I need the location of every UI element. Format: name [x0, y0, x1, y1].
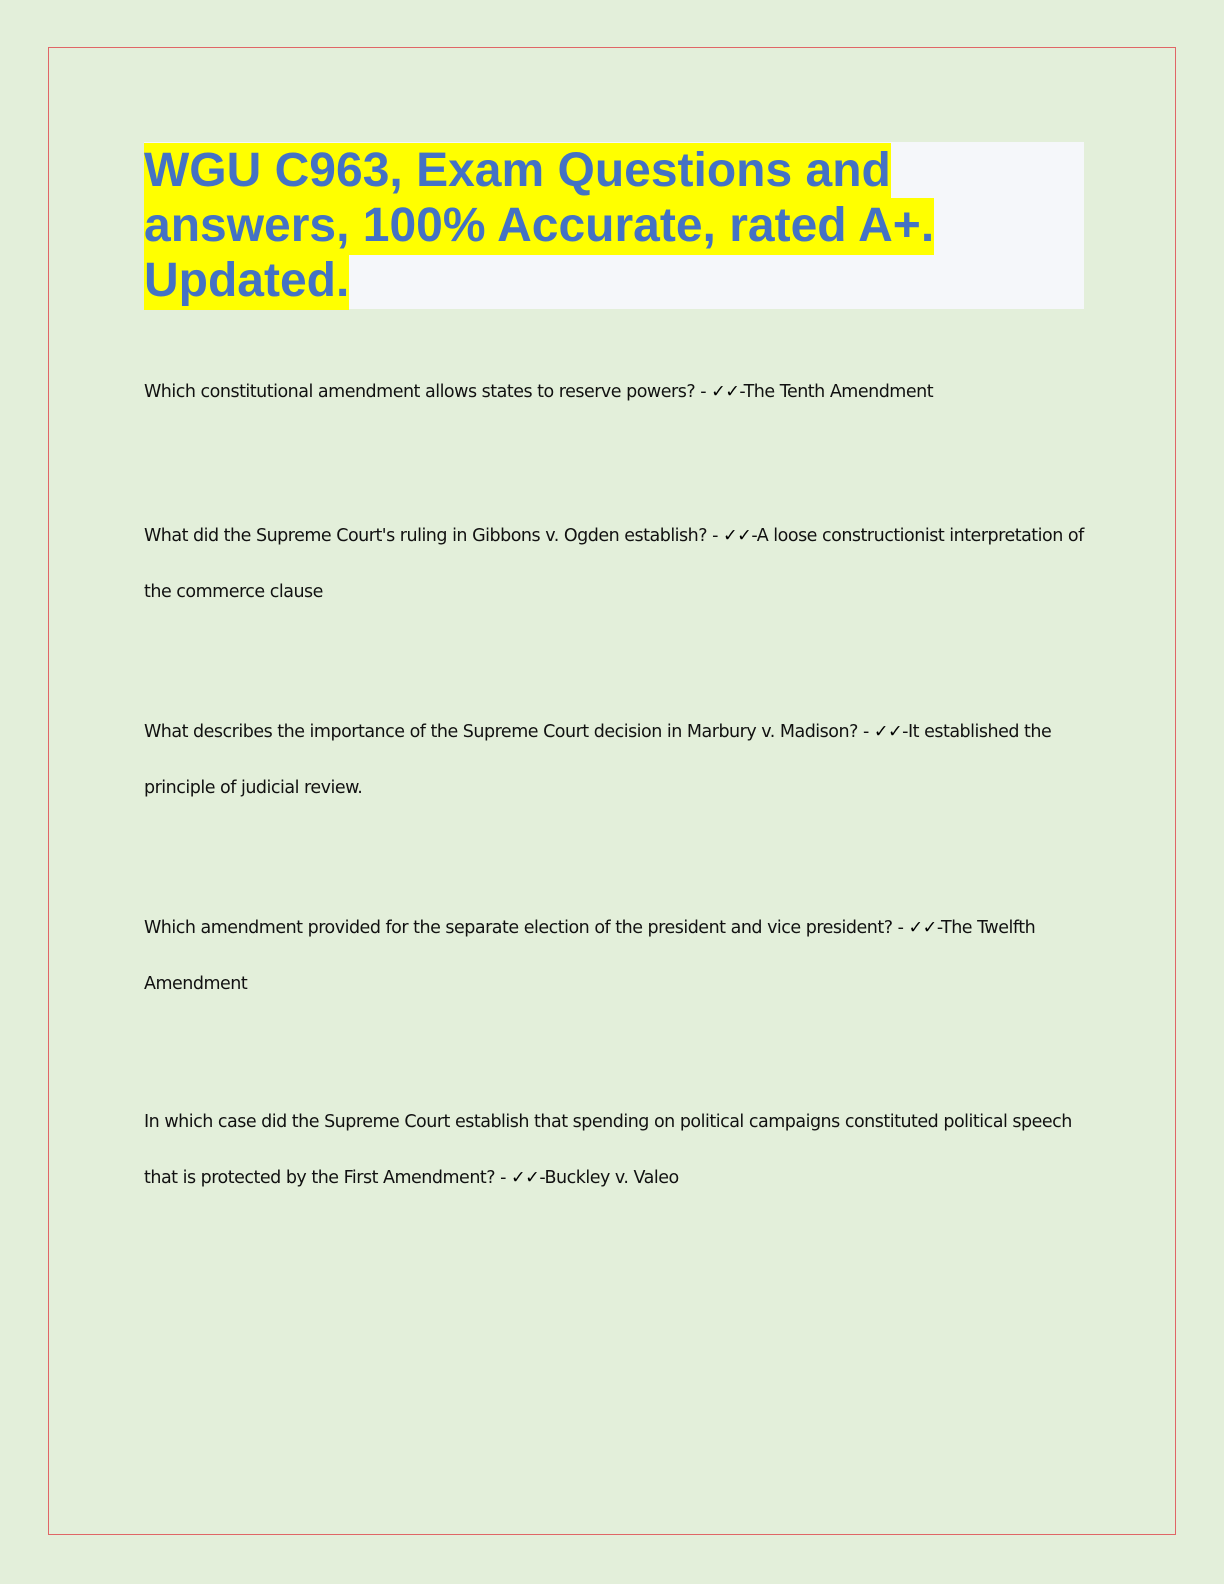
question-text: What describes the importance of the Supreme Court decision in Marbury v. Madison? [144, 722, 858, 742]
separator: - [892, 918, 909, 938]
question-text: In which case did the Supreme Court establish that spending on political campaigns constituted political speech that is protected by the First Amendment? [144, 1112, 1072, 1188]
check-icon: ✓✓ [723, 526, 752, 546]
check-icon: ✓✓ [873, 722, 903, 742]
title-block [144, 142, 1084, 309]
qa-item-1 [144, 364, 1084, 420]
answer-text: -It established the principle of judicial review. [144, 722, 1052, 798]
qa-item-2 [144, 508, 1084, 620]
answer-text: -The Tenth Amendment [739, 382, 934, 402]
question-text: Which constitutional amendment allows states to reserve powers? [144, 382, 696, 402]
check-icon: ✓✓ [711, 382, 740, 402]
question-text: What did the Supreme Court's ruling in Gibbons v. Ogden establish? [144, 526, 708, 546]
separator: - [857, 722, 874, 742]
separator: - [707, 526, 723, 546]
answer-text: -The Twelfth Amendment [144, 918, 1036, 994]
check-icon: ✓✓ [511, 1168, 540, 1188]
question-text: Which amendment provided for the separate election of the president and vice president? [144, 918, 893, 938]
document-title [144, 142, 1084, 308]
check-icon: ✓✓ [908, 918, 937, 938]
answer-text: -A loose constructionist interpretation of the commerce clause [144, 526, 1084, 602]
qa-item-3 [144, 704, 1084, 816]
separator: - [495, 1168, 512, 1188]
title-highlight: WGU C963, Exam Questions and answers, 100% Accurate, rated A+. Updated. [144, 143, 934, 310]
qa-item-5 [144, 1094, 1084, 1206]
separator: - [695, 382, 712, 402]
answer-text: -Buckley v. Valeo [539, 1168, 679, 1188]
qa-item-4 [144, 900, 1084, 1012]
